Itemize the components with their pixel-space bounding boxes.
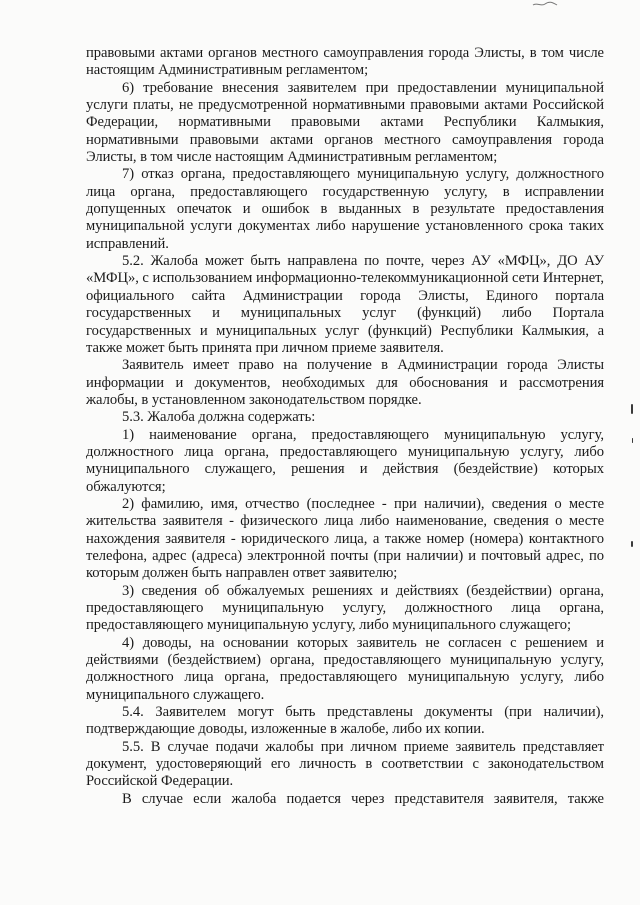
scan-margin-mark	[631, 404, 633, 414]
paragraph-5-3: 5.3. Жалоба должна содержать:	[122, 409, 316, 426]
paragraph-5-2: 5.2. Жалоба может быть направлена по почте, через АУ «МФЦ», ДО АУ «МФЦ», с использованием информационно-телекоммуникационной сети Интернет, официального сайта Администрации города Элисты, Единого портала государственных и муниципальных услуг (функций) либо Портала государственных и муниципальных услуг (функций) Республики Калмыкия, а также может быть принята при личном приеме заявителя.	[86, 253, 604, 356]
paragraph-representative: В случае если жалоба подается через представителя заявителя, также	[122, 790, 604, 807]
scan-margin-mark	[631, 541, 633, 547]
paragraph-5-3-item-4: 4) доводы, на основании которых заявитель не согласен с решением и действиями (бездействием) органа, предоставляющего муниципальную услугу, должностного лица органа, предоставляющего муниципальную услугу, либо муниципального служащего.	[86, 634, 604, 703]
paragraph-applicant-right: Заявитель имеет право на получение в Администрации города Элисты информации и документов, необходимых для обоснования и рассмотрения жалобы, в установленном законодательством порядке.	[86, 357, 604, 408]
paragraph-5-3-item-3: 3) сведения об обжалуемых решениях и действиях (бездействии) органа, предоставляющего муниципальную услугу, должностного лица органа, предоставляющего муниципальную услугу, либо муниципального служащего;	[86, 582, 604, 634]
scan-scribble-mark	[532, 0, 558, 8]
document-body	[86, 45, 604, 808]
paragraph-item-6: 6) требование внесения заявителем при предоставлении муниципальной услуги платы, не предусмотренной нормативными правовыми актами Российской Федерации, нормативными правовыми актами Республики Калмыкия, нормативными правовыми актами органов местного самоуправления города Элисты, в том числе настоящим Административным регламентом;	[86, 79, 604, 166]
paragraph-5-4: 5.4. Заявителем могут быть представлены документы (при наличии), подтверждающие доводы, изложенные в жалобе, либо их копии.	[86, 704, 604, 738]
paragraph-5-3-item-2: 2) фамилию, имя, отчество (последнее - при наличии), сведения о месте жительства заявителя - физического лица либо наименование, сведения о месте нахождения заявителя - юридического лица, а также номер (номера) контактного телефона, адрес (адреса) электронной почты (при наличии) и почтовый адрес, по которым должен быть направлен ответ заявителю;	[86, 495, 604, 582]
paragraph-continuation: правовыми актами органов местного самоуправления города Элисты, в том числе настоящим Административным регламентом;	[86, 45, 604, 79]
paragraph-item-7: 7) отказ органа, предоставляющего муниципальную услугу, должностного лица органа, предоставляющего государственную услугу, в исправлении допущенных опечаток и ошибок в выданных в результате предоставления муниципальной услуги документах либо нарушение установленного срока таких исправлений.	[86, 166, 604, 252]
paragraph-5-3-item-1: 1) наименование органа, предоставляющего муниципальную услугу, должностного лица органа, предоставляющего муниципальную услугу, либо муниципального служащего, решения и действия (бездействие) которых обжалуются;	[86, 426, 604, 495]
scan-margin-mark	[632, 438, 633, 443]
paragraph-5-5: 5.5. В случае подачи жалобы при личном приеме заявитель представляет документ, удостоверяющий его личность в соответствии с законодательством Российской Федерации.	[86, 738, 604, 790]
